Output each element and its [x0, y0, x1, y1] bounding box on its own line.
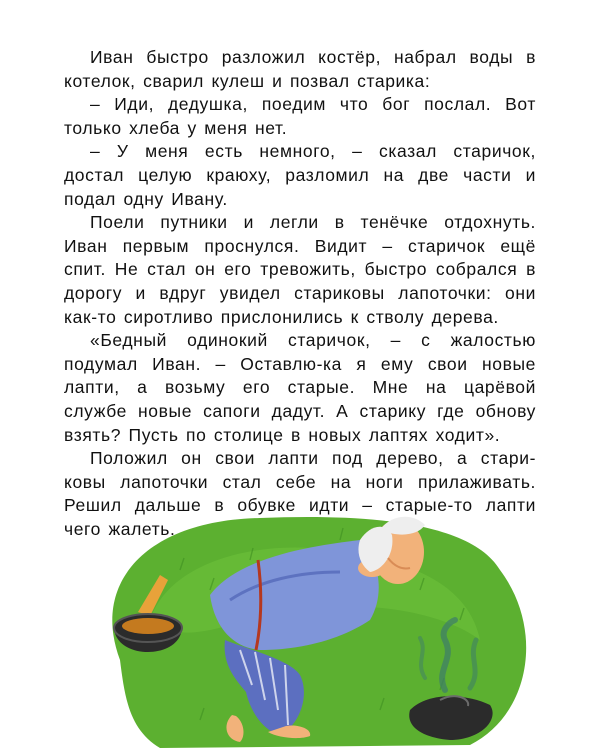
paragraph: – У меня есть немного, – сказал старичок, достал целую краюху, разломил на две части и подал одну Ивану. [64, 141, 536, 209]
paragraph: – Иди, дедушка, поедим что бог послал. Вот только хлеба у меня нет. [64, 94, 536, 138]
paragraph: Иван быстро разложил костёр, набрал воды в котелок, сварил кулеш и позвал старика: [64, 47, 536, 91]
paragraph: Положил он свои лапти под дерево, а стари-ковы лапоточки стал себе на ноги прилаживать. Решил дальше в обувке идти – старые-то лапти чего жалеть. [64, 448, 536, 539]
paragraph: Поели путники и легли в тенёчке отдохнуть. Иван первым проснулся. Видит – старичок ещё спит. Не стал он его тревожить, быстро собрался в дорогу и вдруг увидел стариковы лапоточки: они как-то сиротливо прислонились к стволу дерева. [64, 212, 536, 327]
paragraph: «Бедный одинокий старичок, – с жалостью подумал Иван. – Оставлю-ка я ему свои новые лапти, а возьму его старые. Мне на царёвой службе новые сапоги дадут. А старику где обнову взять? Пусть по столице в новых лаптях ходит». [64, 330, 536, 445]
sleeping-old-man-illustration [0, 500, 600, 750]
story-text [64, 46, 536, 541]
